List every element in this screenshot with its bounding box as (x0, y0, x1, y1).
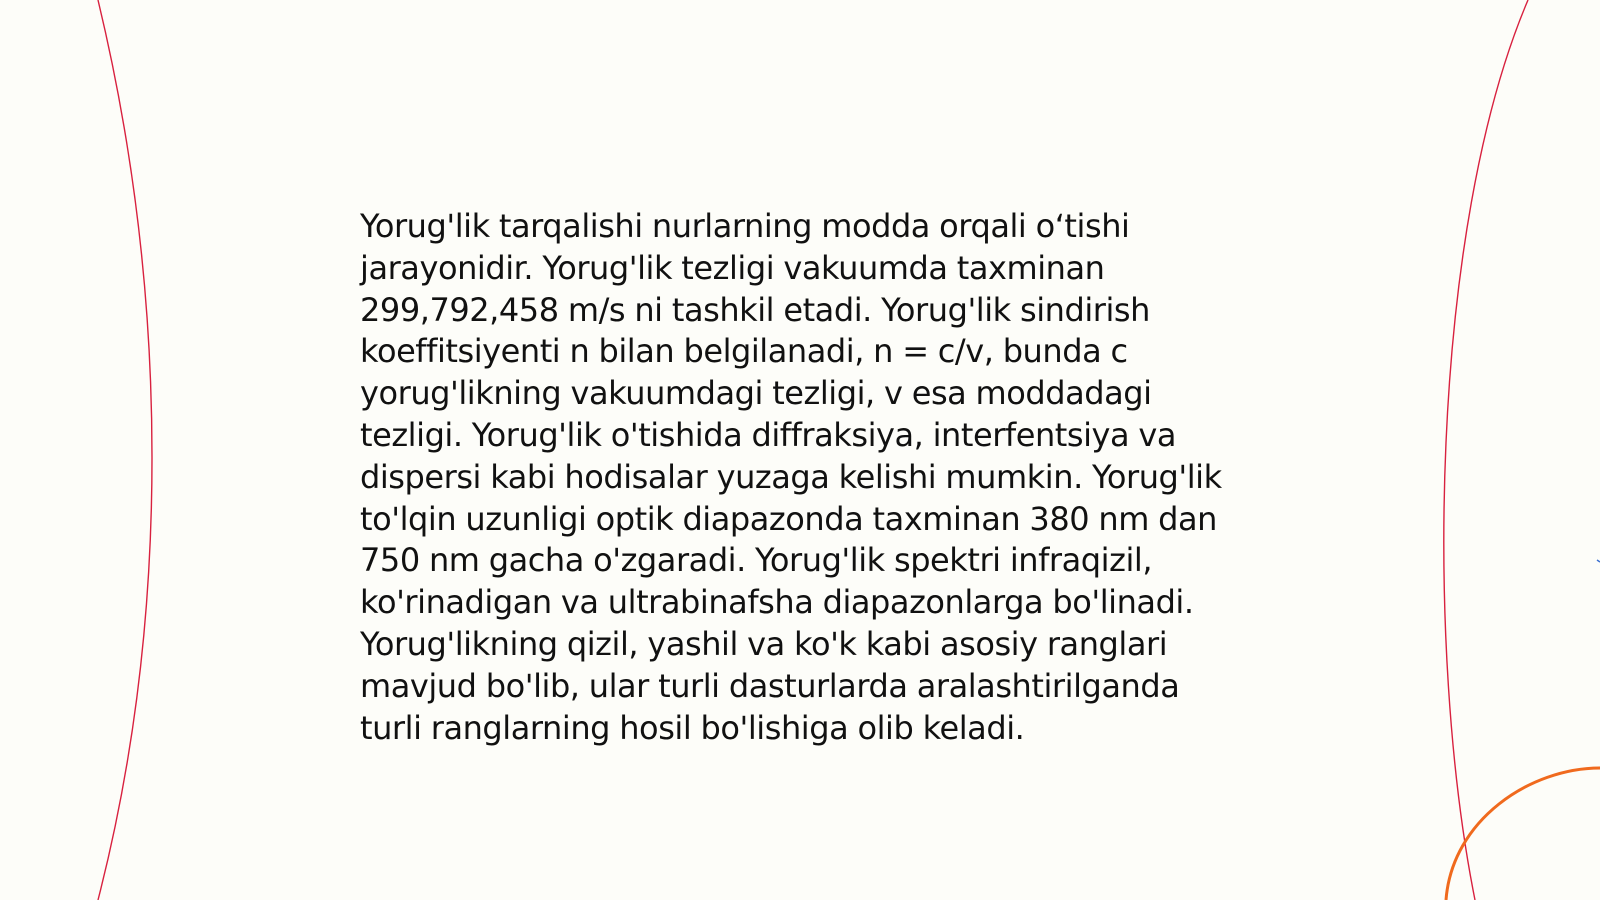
body-paragraph: Yorug'lik tarqalishi nurlarning modda orqali o‘tishi jarayonidir. Yorug'lik tezligi vakuumda taxminan 299,792,458 m/s ni tashkil etadi. Yorug'lik sindirish koeffitsiyenti n bilan belgilanadi, n = c/v, bunda c yorug'likning vakuumdagi tezligi, v esa moddadagi tezligi. Yorug'lik o'tishida diffraksiya, interfentsiya va dispersi kabi hodisalar yuzaga kelishi mumkin. Yorug'lik to'lqin uzunligi optik diapazonda taxminan 380 nm dan 750 nm gacha o'zgaradi. Yorug'lik spektri infraqizil, ko'rinadigan va ultrabinafsha diapazonlarga bo'linadi. Yorug'likning qizil, yashil va ko'k kabi asosiy ranglari mavjud bo'lib, ular turli dasturlarda aralashtirilganda turli ranglarning hosil bo'lishiga olib keladi. (360, 207, 1222, 747)
right-curve-line (1444, 0, 1528, 900)
orange-arc (1446, 768, 1600, 900)
left-curve-line (98, 0, 152, 900)
